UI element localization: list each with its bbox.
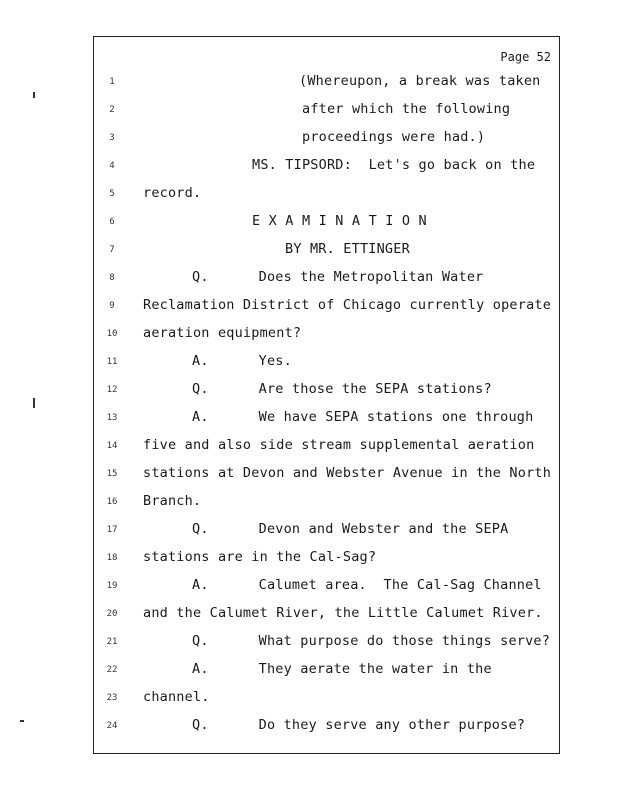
line-number: 22 [106,665,118,675]
line-number: 14 [106,441,118,451]
transcript-line [94,241,561,269]
line-number: 20 [106,609,118,619]
line-text: stations are in the Cal-Sag? [143,549,377,565]
line-text: A. Calumet area. The Cal-Sag Channel [192,577,542,593]
line-text: Q. Devon and Webster and the SEPA [192,521,509,537]
scan-mark [20,720,24,722]
line-number: 7 [109,245,115,255]
transcript-line [94,661,561,689]
transcript-line [94,129,561,157]
line-text: (Whereupon, a break was taken [299,73,541,89]
line-text: aeration equipment? [143,325,302,341]
transcript-line [94,269,561,297]
transcript-line [94,549,561,577]
line-number: 13 [106,413,118,423]
line-number: 17 [106,525,118,535]
line-text: Q. Are those the SEPA stations? [192,381,492,397]
transcript-line [94,381,561,409]
line-text: stations at Devon and Webster Avenue in the North [143,465,552,481]
line-number: 12 [106,385,118,395]
transcript-line [94,717,561,745]
transcript-line [94,689,561,717]
line-text: A. They aerate the water in the [192,661,492,677]
line-text: proceedings were had.) [302,129,486,145]
transcript-line [94,353,561,381]
transcript-line [94,493,561,521]
line-number: 16 [106,497,118,507]
transcript-line [94,325,561,353]
line-text: after which the following [302,101,511,117]
transcript-line [94,409,561,437]
line-text: channel. [143,689,210,705]
line-number: 8 [109,273,115,283]
line-text: E X A M I N A T I O N [252,213,427,229]
line-text: Reclamation District of Chicago currently operate [143,297,552,313]
transcript-line [94,633,561,661]
line-number: 1 [109,77,115,87]
transcript-line [94,157,561,185]
transcript-line [94,605,561,633]
line-text: five and also side stream supplemental aeration [143,437,535,453]
transcript-line [94,101,561,129]
line-number: 6 [109,217,115,227]
line-text: A. We have SEPA stations one through [192,409,534,425]
line-text: MS. TIPSORD: Let's go back on the [252,157,536,173]
line-number: 19 [106,581,118,591]
line-text: BY MR. ETTINGER [285,241,410,257]
transcript-page [93,36,560,754]
page-number: Page 52 [500,50,551,64]
line-text: Q. What purpose do those things serve? [192,633,551,649]
line-number: 4 [109,161,115,171]
transcript-line [94,577,561,605]
line-number: 11 [106,357,118,367]
transcript-line [94,465,561,493]
transcript-line [94,73,561,101]
line-number: 18 [106,553,118,563]
line-number: 21 [106,637,118,647]
line-text: Q. Does the Metropolitan Water [192,269,484,285]
transcript-line [94,437,561,465]
transcript-line [94,185,561,213]
line-text: and the Calumet River, the Little Calumet River. [143,605,543,621]
line-number: 23 [106,693,118,703]
line-number: 15 [106,469,118,479]
line-number: 24 [106,721,118,731]
line-number: 2 [109,105,115,115]
line-text: record. [143,185,202,201]
line-text: A. Yes. [192,353,292,369]
line-text: Q. Do they serve any other purpose? [192,717,526,733]
transcript-line [94,521,561,549]
line-number: 5 [109,189,115,199]
line-text: Branch. [143,493,202,509]
line-number: 10 [106,329,118,339]
transcript-line [94,297,561,325]
line-number: 9 [109,301,115,311]
transcript-line [94,213,561,241]
scan-mark [33,398,35,408]
scan-mark [33,92,35,98]
line-number: 3 [109,133,115,143]
